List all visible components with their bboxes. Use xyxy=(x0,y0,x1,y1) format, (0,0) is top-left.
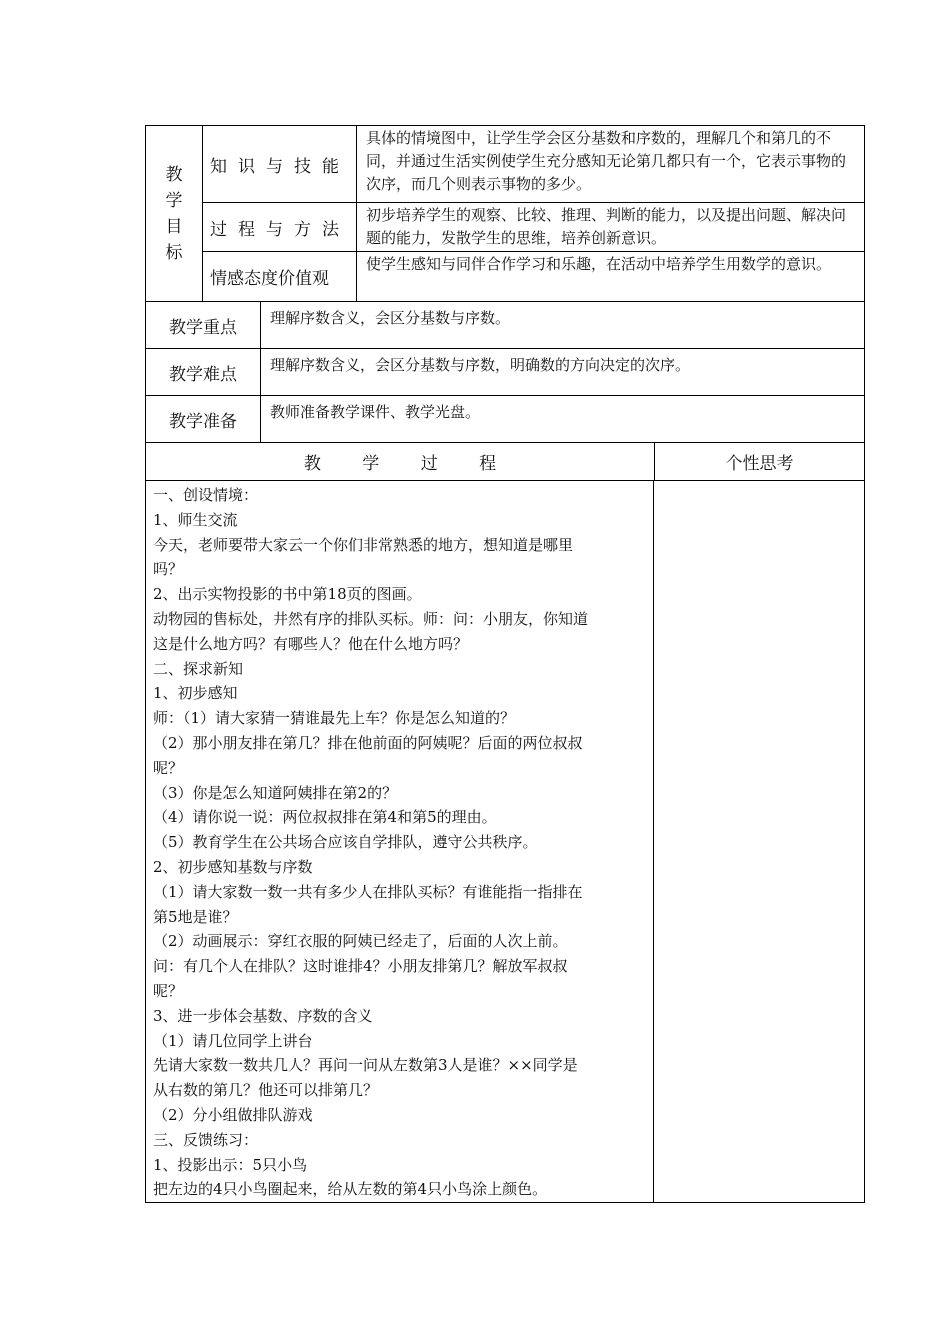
objective-row-attitude xyxy=(202,252,864,301)
process-line: 呢？ xyxy=(153,758,184,777)
process-line: （1）请几位同学上讲台 xyxy=(153,1031,313,1050)
objectives-header-char: 目 xyxy=(165,216,183,237)
process-line: 问：有几个人在排队？这时谁排4？小朋友排第几？解放军叔叔 xyxy=(153,957,568,976)
objective-text: 使学生感知与同伴合作学习和乐趣，在活动中培养学生用数学的意识。 xyxy=(366,255,832,273)
process-body-row xyxy=(145,480,865,1203)
process-line: （4）请你说一说：两位叔叔排在第4和第5的理由。 xyxy=(153,808,497,827)
process-line: （3）你是怎么知道阿姨排在第2的？ xyxy=(153,783,398,802)
preparation-label: 教学准备 xyxy=(146,396,261,442)
thoughts-content xyxy=(655,481,864,1202)
preparation-text: 教师准备教学课件、教学光盘。 xyxy=(270,403,481,421)
preparation-row xyxy=(145,395,865,442)
difficulties-row xyxy=(145,348,865,395)
key-points-text: 理解序数含义，会区分基数与序数。 xyxy=(270,309,511,327)
process-line: 吗？ xyxy=(153,560,184,579)
key-points-label: 教学重点 xyxy=(146,302,261,348)
objectives-header-char: 学 xyxy=(165,190,183,211)
objective-text: 具体的情境图中，让学生学会区分基数和序数的，理解几个和第几的不同，并通过生活实例使学生充分感知无论第几都只有一个，它表示事物的次序，而几个则表示事物的多少。 xyxy=(366,129,847,193)
objectives-header xyxy=(146,126,203,301)
process-line: 1、师生交流 xyxy=(153,510,238,529)
process-line: 把左边的4只小鸟圈起来，给从左数的第4只小鸟涂上颜色。 xyxy=(153,1180,548,1199)
process-line: （2）分小组做排队游戏 xyxy=(153,1105,313,1124)
lesson-plan-table xyxy=(145,125,865,1203)
objective-label: 过程与方法 xyxy=(202,203,357,251)
objectives-header-char: 标 xyxy=(165,242,183,263)
process-line: 三、反馈练习： xyxy=(153,1130,259,1149)
process-line: 2、出示实物投影的书中第18页的图画。 xyxy=(153,585,422,604)
objective-text: 初步培养学生的观察、比较、推理、判断的能力，以及提出问题、解决问题的能力，发散学生的思维，培养创新意识。 xyxy=(366,206,847,247)
process-line: 动物园的售标处，井然有序的排队买标。师：问：小朋友，你知道 xyxy=(153,609,589,628)
process-line: （2）那小朋友排在第几？排在他前面的阿姨呢？后面的两位叔叔 xyxy=(153,733,583,752)
objectives-header-char: 教 xyxy=(165,164,183,185)
process-line: （2）动画展示：穿红衣服的阿姨已经走了，后面的人次上前。 xyxy=(153,932,568,951)
process-line: （5）教育学生在公共场合应该自学排队，遵守公共秩序。 xyxy=(153,833,538,852)
process-line: 1、投影出示：5只小鸟 xyxy=(153,1155,308,1174)
difficulties-label: 教学难点 xyxy=(146,349,261,395)
process-header: 教 学 过 程 xyxy=(146,443,655,480)
process-line: 从右数的第几？他还可以排第几？ xyxy=(153,1081,379,1100)
objective-label: 情感态度价值观 xyxy=(202,252,357,301)
objective-row-knowledge xyxy=(202,126,864,203)
objectives-section xyxy=(145,125,865,301)
process-header-row xyxy=(145,442,865,480)
difficulties-text: 理解序数含义，会区分基数与序数，明确数的方向决定的次序。 xyxy=(270,356,691,374)
process-line: 今天，老师要带大家云一个你们非常熟悉的地方，想知道是哪里 xyxy=(153,535,574,554)
objective-row-process xyxy=(202,203,864,252)
thoughts-header: 个性思考 xyxy=(725,454,794,474)
key-points-row xyxy=(145,301,865,348)
process-line: 二、探求新知 xyxy=(153,659,244,678)
process-line: 这是什么地方吗？有哪些人？他在什么地方吗？ xyxy=(153,634,469,653)
process-line: 2、初步感知基数与序数 xyxy=(153,857,313,876)
process-line: 1、初步感知 xyxy=(153,684,238,703)
process-line: 呢？ xyxy=(153,981,184,1000)
process-line: （1）请大家数一数一共有多少人在排队买标？有谁能指一指排在 xyxy=(153,882,583,901)
process-line: 一、创设情境： xyxy=(153,486,259,504)
objective-label: 知识与技能 xyxy=(202,126,357,202)
process-line: 师：（1）请大家猜一猜谁最先上车？你是怎么知道的？ xyxy=(153,709,516,728)
process-line: 先请大家数一数共几人？再问一问从左数第3人是谁？××同学是 xyxy=(153,1056,578,1075)
process-content xyxy=(146,481,654,1202)
process-line: 第5地是谁？ xyxy=(153,907,238,926)
process-line: 3、进一步体会基数、序数的含义 xyxy=(153,1006,373,1025)
